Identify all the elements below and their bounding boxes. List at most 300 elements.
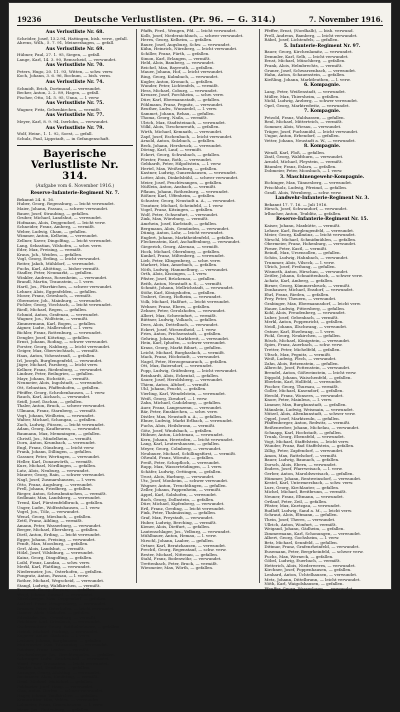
casualty-entry: Uhl, Johann, Feucht, — gefallen.	[140, 386, 207, 392]
column-2	[141, 29, 261, 583]
casualty-entry: Ungar, Anton, Erbendorf, — gefallen.	[264, 133, 340, 139]
casualty-entry: Reith, Anton, Neustadt a. S., — vermißt.	[140, 280, 223, 286]
casualty-entry: Albrecht, Josef, Pottenstein, — verwundet.	[264, 365, 351, 371]
casualty-entry: Maier, Johann, Passau, — schwer verwundet.	[17, 205, 109, 211]
casualty-entry: Hager, Johann, Taufkirchen, — gefallen.	[17, 692, 99, 698]
casualty-entry: Bekannt 24. 6. 16.	[17, 196, 55, 202]
casualty-entry: Wolf, Heinr., 1. 1. 92, Soest, — gefall.	[17, 131, 93, 137]
casualty-entry: Hock, Michael, Obernburg, — gefallen.	[140, 248, 221, 254]
casualty-entry: Lautenschlager, Jos., Velburg, — verwundet.	[140, 528, 231, 534]
unit-heading: 7. Kompagnie.	[303, 109, 341, 115]
casualty-entry: Reindl, Max, Ursensollen, — gefallen.	[264, 250, 341, 256]
casualty-entry: Hofmann, Alois, Deggendorf, — leicht verw.	[17, 219, 106, 225]
casualty-entry: Kirchner, Josef, Poppenhausen, — gefallen.	[264, 567, 352, 573]
casualty-entry: Schnapp, Karl, Hochstadt, — gefallen.	[264, 429, 342, 435]
casualty-entry: Maurer, Georg, Rain, — schwer verwundet.	[17, 472, 106, 478]
casualty-entry: Zach, Ludwig, Füssen, — leicht verwundet.	[17, 421, 105, 427]
unit-heading: Aus Verlustliste Nr. 68.	[45, 30, 104, 35]
casualty-entry: Wagner, Jos., Wolfstein, — vermißt.	[17, 316, 89, 322]
casualty-entry: Gebhardt, Peter, Hilpoltstein, — l. verw.	[140, 161, 222, 167]
casualty-entry: Mayr, Johann, Eichstätt, — vermißt.	[17, 375, 90, 381]
casualty-entry: Berger, Michael, Ebersberg, — gefallen.	[17, 527, 99, 533]
casualty-entry: Preiß, Peter, Schopfloch, — verwundet.	[140, 459, 221, 465]
casualty-entry: Donhauser, Michael, Ensdorf, — verwundet.	[264, 287, 354, 293]
casualty-entry: Kestel, Karl, Untermerzbach, — schw. verw.	[264, 480, 354, 486]
casualty-entry: Eichinger, Max, Tännesberg, — verwundet.	[264, 180, 353, 186]
casualty-entry: Wenzl, Georg, Miesbach, — gefallen.	[17, 513, 92, 519]
casualty-entry: Eusemann, Peter, Bergrheinfeld, — schwer verw.	[264, 549, 364, 555]
casualty-entry: Gruber, Michael, Landshut, — verwundet.	[17, 215, 103, 221]
casualty-entry: Lindner, Peter, Beilngries, — gefallen.	[17, 371, 94, 377]
casualty-entry: Glas, Anton, Dorfen, — schwer verwundet.	[17, 688, 104, 694]
unit-heading: Reserve-Infanterie-Regiment Nr. 15.	[276, 217, 369, 223]
casualty-entry: Gassner, Peter, Wertingen, — verwundet.	[17, 453, 101, 459]
casualty-entry: Anzinger, Georg, Altötting, — verwundet.	[17, 669, 101, 675]
casualty-entry: Demmler, Karl, Selb, — leicht verwundet.	[264, 53, 349, 59]
casualty-entry: Ullmann, Franz, Starnberg, — vermißt.	[17, 408, 97, 414]
casualty-entry: Gerl, Alois, Landshut, — vermißt.	[17, 545, 85, 551]
casualty-entry: Rößner, Karl, Uffenheim, — gefallen.	[140, 193, 216, 199]
casualty-entry: Kohl, Alois, Freudenberg, — verwundet.	[264, 310, 346, 316]
casualty-entry: Wunder, Peter, Lichtenfels, — vermißt.	[140, 83, 220, 89]
casualty-entry: Bach, Georg, Dollnstein, — gefallen.	[140, 496, 215, 502]
casualty-entry: Danner, Alois, Vilshofen, — gefallen.	[17, 610, 91, 616]
casualty-entry: Pongratz, Anton, Passau, — l. verw.	[17, 573, 89, 579]
casualty-entry: Schmid, Anton, Grafenau, — verwundet.	[17, 311, 99, 317]
casualty-entry: Amon, Max, Rattelsdorf, — vermißt.	[264, 452, 338, 458]
casualty-entry: Nöth, Karl, Waigolshausen, — gefallen.	[264, 581, 344, 587]
casualty-entry: Pickl, Georg, Neukirchen, — gefallen.	[264, 333, 341, 339]
casualty-entry: Hein, Karl, Iphofen, — schwer verwundet.	[140, 340, 227, 346]
casualty-entry: Lohmeier, Franz, Geisenhausen, — l. verw.	[17, 702, 104, 708]
casualty-entry: Aigner, Ludw., Mallersdorf, — l. verw.	[17, 325, 94, 331]
casualty-entry: Ott, Sebastian, Pfaffenhofen, — gefallen.	[17, 385, 100, 391]
casualty-entry: Fink, Peter, Thalmässing, — gefallen.	[140, 510, 217, 516]
column-1-bottom-list	[17, 191, 133, 712]
casualty-entry: Betz, Michael, Sennfeld, — gefallen.	[264, 539, 339, 545]
casualty-entry: Obermeier, Joh., Mainburg, — verwundet.	[17, 297, 103, 303]
casualty-entry: Leicht, Michael, Burghaslach, — vermißt.	[140, 349, 226, 355]
casualty-entry: Brandl, Martin, Traunstein, — l. verw.	[17, 279, 94, 285]
casualty-entry: Trost, Alois, Harburg, — verwundet.	[140, 473, 215, 479]
casualty-entry: Reichenberger, Jos., Berchtesgaden, — gefallen.	[17, 651, 115, 657]
casualty-entry: Unger, Ludw., Wolfratshausen, — l. verw.	[17, 504, 101, 510]
casualty-entry: Zeitler, Johann, Schnaittenbach, — schwer verw.	[264, 273, 363, 279]
casualty-entry: Pflaum, Johann, Rothenburg, — verwundet.	[140, 188, 229, 194]
casualty-entry: Gruner, Josef, Schwarzenbach, — verwundet.	[264, 67, 357, 73]
casualty-entry: Zahn, Michael, Cadolzburg, — gefallen.	[140, 400, 222, 406]
casualty-entry: Ahrens, Wilh., 5. 7. 91, Meinerzhagen, — gefall.	[17, 40, 115, 46]
casualty-entry: Kagerer, Anton, Simbach, — l. verw.	[17, 633, 91, 639]
casualty-entry: Bachmeier, Alois, Neuötting, — vermißt.	[17, 674, 99, 680]
casualty-entry: Distler, Max, Neustadt a. A., — gefallen.	[140, 413, 223, 419]
casualty-entry: Kellner, Franz, Riedenburg, — verwundet.	[17, 366, 103, 372]
casualty-entry: Bauer, Georg, Kirchenlamitz, — verwundet.	[264, 49, 353, 55]
casualty-entry: Prechtl, Georg, Regenstauf, — schw. verw.	[140, 547, 227, 553]
casualty-entry: Mittermeier, Max, Tittmoning, — verwundet.	[17, 642, 109, 648]
casualty-entry: Rother, Michael, Wegscheid, — verwundet.	[17, 578, 105, 583]
casualty-entry: Thoma, Georg, Naila, — vermißt.	[140, 115, 208, 121]
casualty-entry: Zahn, Alois, Betzenstein, — gefallen.	[264, 360, 339, 366]
casualty-entry: Dobmeier, Peter, Moosbach, — l. verw.	[264, 168, 343, 174]
casualty-entry: Arnold, Michael, Pleystein, — vermißt.	[264, 159, 343, 165]
casualty-entry: Beck, Johann, Hersbruck, — verwundet.	[140, 142, 223, 148]
casualty-entry: Pöhlmann, Franz, Pegnitz, — verwundet.	[140, 101, 224, 107]
casualty-entry: Fuchs, Alois, Heilsbronn, — vermißt.	[140, 423, 216, 429]
casualty-entry: Dees, Alois, Dettelbach, — verwundet.	[140, 322, 219, 327]
casualty-entry: Hümmer, Johann, Rentweinsdorf, — verwundet.	[264, 475, 362, 481]
casualty-entry: Engl, Franz, Günzburg, — leicht verw.	[17, 444, 95, 450]
casualty-entry: Kühn, Heinrich, Nürnberg, — leicht verwundet.	[140, 46, 238, 52]
section-subheading: (Aufgabe vom 6. November 1916.)	[35, 184, 115, 190]
casualty-entry: Edenhofer, Jos., Ortenburg, — vermißt.	[17, 614, 97, 620]
casualty-entry: Sauer, Josef, Heroldsberg, — verwundet.	[140, 377, 224, 383]
casualty-entry: Fuchs, Max, Werneck, — gefallen.	[264, 553, 334, 559]
casualty-entry: Vierling, Karl, Wendelstein, — verwundet.	[140, 390, 226, 396]
casualty-entry: Gehring, Johann, Marktbreit, — verwundet.	[140, 335, 230, 341]
casualty-entry: Merkl, Anton, Poppenricht, — gefallen.	[264, 319, 344, 325]
casualty-entry: Dümig, Anton, Lohr, — leicht verwundet.	[140, 230, 224, 236]
casualty-entry: Zapf, Josef, Eschenbach, — leicht verwundet.	[140, 133, 233, 139]
casualty-entry: Reiter, Jakob, Mühldorf, — verwundet.	[17, 261, 96, 267]
casualty-entry: Fischer, Georg, Thurnau, — vermißt.	[264, 383, 339, 389]
casualty-entry: Dittmar, Franz, Grafenrheinfeld, — verwundet.	[264, 544, 360, 550]
casualty-entry: Fendt, Max, Moosburg, — gefallen.	[17, 541, 89, 547]
casualty-entry: Michel, Michael, Breitbrunn, — vermißt.	[264, 489, 347, 495]
casualty-entry: Gerber, Anton, Maroldsweisach, — gefallen.	[264, 470, 354, 476]
casualty-entry: Thaler, Anton, Bruck, — schwer verwundet.	[17, 403, 106, 409]
casualty-entry: Schulz, Paul, Lippstadt, — in Gefangenschaft.	[17, 135, 110, 141]
casualty-entry: Wehner, Franz, Ebern, — gefallen.	[140, 303, 211, 309]
casualty-entry: Weiß, Ludwig, Plech, — verwundet.	[264, 356, 337, 362]
casualty-entry: Pfaffenberger, Anton, Redwitz, — vermißt.	[264, 420, 351, 426]
casualty-entry: Vogl, Georg, Erding, — leicht verwundet.	[17, 256, 101, 262]
casualty-entry: Kurz, Michael, Nördlingen, — gefallen.	[17, 463, 97, 469]
casualty-entry: Rudloff, Ludwig, Sand a. M., — leicht verw.	[264, 507, 353, 513]
casualty-entry: Goller, Michael, Kasendorf, — gefallen.	[264, 388, 344, 394]
casualty-entry: Räbel, Josef, Lichtenfels, — gefallen.	[264, 37, 339, 43]
casualty-entry: Lotter, Alois, Dinkelsbühl, — schwer verwundet.	[140, 175, 239, 180]
casualty-entry: Obermeier, Franz, Hohenburg, — verwundet.	[264, 241, 357, 247]
casualty-entry: Kolb, Josef, Niederaichbach, — schwer verwundet.	[140, 32, 244, 38]
casualty-entry: Kainz, Georg, Dingolfing, — gefallen.	[17, 555, 93, 561]
casualty-entry: Trunk, Georg, Ebensfeld, — verwundet.	[264, 434, 345, 440]
casualty-entry: Fuchs, Karl, Altötting, — bisher vermißt.	[17, 265, 100, 271]
casualty-entry: Neidl, Johann, Illschwang, — verwundet.	[264, 323, 348, 329]
casualty-entry: Wimmer, Anton, Kelheim, — verwundet.	[17, 233, 99, 239]
casualty-entry: Kaiser, Johann, Maxhütte, — vermißt.	[264, 222, 341, 228]
casualty-entry: Prell, Johann, Friedberg, — gefallen.	[17, 486, 92, 492]
casualty-entry: Kiener, Alois, Dietfurt, — gefallen.	[140, 524, 211, 530]
casualty-entry: Kugler, Anton, Kronach, — gefallen.	[140, 78, 214, 84]
casualty-entry: Lange, Karl, 14. 3. 90, Remscheid, — verwundet.	[17, 56, 117, 62]
casualty-entry: Dippold, Johann, Waischenfeld, — gefallen.	[264, 374, 352, 380]
casualty-entry: Egger, Johann, Freising, — verwundet.	[17, 536, 96, 542]
casualty-entry: Neuner, Franz, Eltmann, — verwundet.	[264, 493, 344, 499]
casualty-entry: Endres, Josef, Pfarrweisach, — l. verw.	[264, 466, 343, 472]
casualty-entry: Nüßlein, Anton, Ansbach, — vermißt.	[140, 184, 217, 190]
casualty-entry: Moser, Franz, Griesbach, — vermißt.	[17, 293, 92, 299]
casualty-entry: Vogt, Johann, Weilheim, — verwundet.	[17, 412, 95, 418]
casualty-entry: Sedlmair, Max, Landsberg, — verwundet.	[17, 495, 102, 501]
casualty-entry: Volk, Michael, Haßfurt, — leicht verwundet.	[140, 299, 231, 305]
page-number: 19236	[17, 14, 42, 24]
casualty-entry: Hahn, Anton, Schauenstein, — gefallen.	[264, 72, 346, 78]
casualty-entry: Pfister, Max, Knetzgau, — verwundet.	[264, 503, 341, 509]
casualty-entry: Albert, Georg, Gochsheim, — l. verw.	[264, 535, 340, 541]
casualty-entry: Niedermeier, Jos., Osterhofen, — gefallen.	[17, 568, 103, 574]
unit-heading: Aus Verlustliste Nr. 75.	[45, 101, 104, 107]
casualty-entry: Ullrich, Anton, Wonfurt, — vermißt.	[264, 521, 337, 527]
casualty-entry: Herold, Franz, Wonsees, — verwundet.	[264, 392, 344, 398]
casualty-entry: Schmidt, Erich, Dortmund, — verwundet.	[17, 85, 102, 91]
casualty-entry: Haas, Anton, Vohenstrauß, — gefallen.	[17, 352, 96, 358]
casualty-entry: Rösch, Michael, Königstein, — verwundet.	[264, 337, 351, 343]
casualty-entry: Treml, Karl, Fürstenfeldbruck, — gefallen.	[17, 499, 104, 505]
casualty-entry: Kunkel, Franz, Miltenberg, — verwundet.	[140, 253, 225, 259]
casualty-entry: Ertl, Franz, Greding, — leicht verwundet.	[140, 505, 226, 511]
casualty-entry: Reißenweber, Johann, Michelau, — verwundet.	[264, 425, 360, 431]
casualty-entry: Birner, Georg, Kümmersbruck, — vermißt.	[264, 282, 351, 288]
casualty-entry: Spies, Franz, Auerbach, — schw. verw.	[264, 342, 343, 348]
casualty-entry: Ott, Max, Baiersdorf, — verwundet.	[140, 363, 213, 369]
casualty-entry: Neubauer, Michael, Schillingsfürst, — vermißt.	[140, 450, 237, 456]
casualty-entry: Zettl, Franz, Aibling, — vermißt.	[17, 518, 83, 524]
casualty-entry: Ziegler, Karl, Trostberg, — gefallen.	[17, 665, 91, 671]
casualty-entry: Mühlbauer, Anton, Hemau, — l. verw.	[140, 533, 217, 539]
casualty-entry: Irl, Joseph, Burglengenfeld, — verwundet.	[17, 357, 103, 363]
casualty-entry: Hauer, Ludwig, Pittersberg, — gefallen.	[264, 305, 346, 311]
casualty-entry: Schmitt, Johann, Mellrichstadt, — verwundet.	[140, 285, 234, 291]
casualty-entry: Kießling, Johann, Marktleuthen, — l. verw.	[264, 76, 351, 82]
casualty-entry: Reinhardt, Alois, Eckental, — gefallen.	[140, 372, 220, 378]
casualty-entry: Träger, Josef, Fuchsmühl, — leicht verwundet.	[264, 128, 359, 134]
casualty-entry: Zehner, Peter, Gerolzhofen, — verwundet.	[140, 308, 226, 314]
casualty-entry: Frank, Johann, Dillingen, — gefallen.	[17, 449, 93, 455]
casualty-entry: Stangl, Ludwig, Waldkirchen, — vermißt.	[17, 582, 101, 588]
casualty-entry: Ring, Georg, Kulmbach, — verwundet.	[140, 73, 219, 79]
casualty-entry: Zimmermann, Karl, Bogen, — gefallen.	[17, 320, 97, 326]
unit-heading: 5. Infanterie-Regiment Nr. 97.	[283, 43, 361, 49]
casualty-entry: Dengler, Josef, Kötzting, — gefallen.	[17, 334, 91, 340]
casualty-entry: Büttner, Ludwig, Volkach, — gefallen.	[140, 317, 218, 323]
page-header	[17, 13, 383, 26]
casualty-entry: Arnold, Anton, Sulzbach, — gefallen.	[140, 138, 216, 144]
casualty-entry: Lechner, Johann, Burghausen, — gefallen.	[17, 637, 103, 643]
casualty-entry: Maier, Jos., Rottenburg, — gefallen.	[17, 706, 90, 712]
page-title: Deutsche Verlustlisten. (Pr. 96. — G. 314.)	[74, 14, 277, 24]
casualty-entry: Lehner, Alois, Eggenfelden, — gefallen.	[17, 288, 98, 294]
casualty-entry: Pointner, Franz, Laufen, — vermißt.	[17, 646, 90, 652]
casualty-entry: Jäger, Michael, Parsberg, — leicht verw.	[17, 362, 99, 368]
casualty-entry: Trautner, Michael, Scheinfeld, — l. verw.	[140, 202, 224, 208]
casualty-entry: Hübner, Anton, Lichtenau, — verwundet.	[140, 432, 224, 438]
column-3	[264, 28, 383, 591]
casualty-entry: Ernst, Michael, Münchberg, — gefallen.	[264, 58, 346, 64]
casualty-entry: Wolf, Peter, Ochsenfurt, — verwundet.	[140, 211, 219, 217]
casualty-entry: Heller, Karl, Donauwörth, — vermißt.	[17, 458, 93, 464]
casualty-entry: Oppel, Josef, Marktzeuln, — gefallen.	[264, 415, 340, 421]
casualty-entry: Zillig, Peter, Zapfendorf, — verwundet.	[264, 448, 344, 453]
casualty-entry: Pfister, Josef, Brückenau, — gefallen.	[140, 276, 216, 282]
casualty-entry: Ulrich, Josef, Freihung, — gefallen.	[264, 264, 336, 270]
casualty-entry: Knorr, Peter, Mainleus, — l. verw.	[264, 397, 333, 403]
casualty-entry: Tremmel, Georg, Freyung, — gefallen.	[17, 587, 96, 593]
casualty-entry: Simon, Karl, Erlangen, — vermißt.	[140, 55, 211, 61]
casualty-entry: Rauch, Karl, Aichach, — verwundet.	[17, 394, 91, 400]
casualty-entry: Tretter, Peter, Michelfeld, — gefallen.	[264, 346, 341, 352]
unit-heading: 3. Maschinengewehr-Kompagnie.	[280, 174, 365, 180]
casualty-entry: Dürr, Karl, Ebermannstadt, — gefallen.	[140, 96, 221, 102]
casualty-entry: Loibl, Franz, Landau, — schw. verw.	[17, 559, 91, 565]
casualty-entry: Pfeiffer, Georg, Schrobenhausen, — l. verw.	[17, 389, 106, 395]
casualty-entry: Wirth, Michael, Kemnath, — verwundet.	[140, 129, 223, 135]
unit-heading: Landwehr-Infanterie-Regiment Nr. 3.	[275, 196, 370, 202]
casualty-entry: Pfeuffer, Georg, Wasserlosen, — verwundet.	[264, 585, 354, 591]
issue-date: 7. November 1916.	[308, 14, 383, 24]
casualty-entry: Vetter, Johann, Neustadt a. W., — verwundet.	[264, 137, 356, 143]
casualty-entry: Bichler, Franz, Rottenburg, — verwundet.	[17, 329, 102, 335]
casualty-entry: Grabinger, Max, Ebermannsdorf, — leicht verw.	[264, 301, 362, 306]
casualty-entry: Gschwendtner, Georg, Rotthalmünster, — gefallen.	[17, 623, 121, 629]
casualty-entry: Stahl, Franz, Bodenwöhr, — verwundet.	[140, 556, 222, 562]
casualty-entry: Schneider, Franz, Amberg, — vermißt.	[17, 224, 96, 230]
casualty-entry: Irlbacher, Anton, Teublitz, — gefallen.	[264, 210, 342, 216]
casualty-entry: Weigl, Johann, Zwiesel, — verwundet.	[17, 591, 94, 597]
casualty-entry: Otto, Franz, Augsburg, — verwundet.	[17, 481, 94, 487]
casualty-entry: Götz, Josef, Windsbach, — gefallen.	[140, 427, 213, 433]
unit-heading: 6. Kompagnie.	[303, 83, 341, 89]
casualty-entry: Eberlein, Karl, Hollfeld, — verwundet.	[264, 379, 343, 385]
casualty-entry: Nagl, Josef, Zusmarshausen, — l. verw.	[17, 476, 97, 482]
casualty-entry: Utz, Josef, Monheim, — schwer verwundet.	[140, 478, 229, 484]
casualty-entry: Achatz, Karl, Amberg, — gefallen.	[264, 278, 334, 284]
casualty-entry: Vogel, Jos., Tölz, — verwundet.	[17, 509, 80, 515]
casualty-entry: Brunner, Peter, Osterhofen, — leicht verwundet.	[17, 605, 115, 611]
casualty-entry: Lang, Karl, Leutershausen, — gefallen.	[140, 441, 220, 447]
casualty-entry: Kraus, Joh., Weiden, — gefallen.	[17, 251, 83, 257]
casualty-entry: Pfeffer, Ernst, (Nordhalb), — bish. verwund.	[264, 28, 354, 33]
casualty-entry: Zink, Max, Würzburg, — vermißt.	[140, 216, 209, 222]
casualty-entry: Feldmeier, Josef, Haag, — verwundet.	[17, 683, 94, 689]
casualty-entry: Lutz, Alois, Neuburg, — verwundet.	[17, 467, 90, 473]
casualty-entry: Dorsch, Alois, Ebern, — verwundet.	[264, 461, 337, 467]
casualty-entry: Pichler, Georg, Viechtach, — leicht verwundet.	[17, 302, 112, 308]
casualty-entry: Lurz, Georg, Kirchlauter, — gefallen.	[264, 484, 340, 490]
casualty-entry: Petzold, Franz, Waldsassen, — gefallen.	[264, 114, 345, 120]
casualty-entry: Meyer, Georg, Colmberg, — verwundet.	[140, 446, 222, 452]
casualty-entry: Seidl, Josef, Dachau, — gefallen.	[17, 398, 83, 404]
casualty-entry: Held, Alois, Bamberg, — verwundet.	[140, 60, 215, 66]
casualty-entry: Nützel, Alois, Altenkunstadt, — schwer verw.	[264, 411, 356, 417]
casualty-entry: Förster, Franz, Roth, — verwundet.	[140, 156, 213, 162]
section-heading: Bayerische Verlustliste Nr. 314.	[17, 145, 133, 182]
casualty-entry: Kastner, Ludwig, Gunzenhausen, — verwundet.	[140, 170, 237, 176]
casualty-entry: Albert, Max, Schweinfurt, — vermißt.	[140, 312, 217, 318]
casualty-entry: Prell, Andreas, Bamberg, — leicht verwundet.	[264, 32, 358, 38]
unit-heading: Aus Verlustliste Nr. 69.	[45, 46, 104, 52]
casualty-entry: Ebner, Ludwig, Markt Erlbach, — verwundet.	[140, 418, 234, 424]
casualty-entry: Bauer, Josef, Straubing, — gefallen.	[17, 210, 90, 216]
casualty-entry: Schwaiger, Ludw., Reichenhall, — verwundet.	[17, 656, 110, 662]
casualty-entry: Ascherl, Franz, Hengersberg, — verwundet.	[17, 600, 107, 606]
casualty-entry: Brendel, Anton, Gößweinstein, — leicht verw.	[264, 369, 357, 375]
casualty-entry: Amrhein, Josef, Karlstadt, — gefallen.	[140, 220, 218, 226]
casualty-entry: Wismeth, Anton, Hirschau, — verwundet.	[264, 268, 349, 274]
casualty-entry: Trabert, Georg, Hofheim, — verwundet.	[140, 294, 222, 300]
casualty-entry: Nirschl, Michael, Schmidmühlen, — gefallen.	[264, 236, 357, 242]
casualty-entry: Mack, Franz, Höchstadt, — verwundet.	[140, 354, 221, 360]
casualty-entry: Schröder, Josef, 13.2.94, Hattingen, bish. verw., gefall.	[17, 35, 128, 41]
casualty-entry: Neumeier, Alois, Ingolstadt, — verwundet.	[17, 380, 104, 386]
casualty-entry: Rieger, Anton, Schwabmünchen, — vermißt.	[17, 490, 107, 496]
casualty-entry: Trummer, Alois, Vilseck, — l. verw.	[264, 259, 335, 265]
casualty-entry: Zellner, Xaver, Dingolfing, — leicht verwundet.	[17, 238, 113, 244]
casualty-entry: Vogel, Franz, Kitzingen, — gefallen.	[140, 207, 214, 213]
casualty-entry: Hess, Michael, Coburg, — verwundet.	[140, 87, 218, 93]
casualty-entry: Stöhr, Karl, Königshofen, — gefallen.	[140, 289, 216, 295]
casualty-entry: Fischer, Otto, 14. 5. 95, Unna, — l. verw.	[17, 94, 100, 100]
casualty-entry: Winkler, Andreas, Rosenheim, — verwundet.	[17, 274, 108, 280]
casualty-entry: Englert, Johann, Marktheidenfeld, — gefallen.	[140, 234, 235, 240]
casualty-entry: Zeller, Johann, Pappenheim, — vermißt.	[140, 487, 222, 493]
casualty-entry: Reichel, Max, Bayreuth, — gefallen.	[140, 64, 214, 70]
casualty-entry: Nirschl, Johann, Laaber, — gefallen.	[140, 537, 214, 543]
casualty-entry: Herrn, Georg, Kelheim, — gefallen.	[140, 37, 213, 43]
casualty-entry: Kern, Johann, Herrieden, — leicht verwundet.	[140, 436, 234, 442]
casualty-entry: Eckert, Georg, Schwabach, — gefallen.	[140, 152, 221, 158]
casualty-entry: Luber, Josef, Gebenbach, — vermißt.	[264, 314, 339, 320]
casualty-entry: Döring, Karl, Lauf, — vermißt.	[140, 147, 203, 153]
casualty-entry: Ehrl, Franz, Rieden, — gefallen.	[264, 291, 330, 297]
casualty-entry: Riedl, Michael, Regen, — gefallen.	[17, 306, 88, 312]
casualty-entry: Wagner, Anton, Treuchtlingen, — gefallen.	[140, 482, 227, 488]
casualty-entry: Bergmann, Alois, Gemünden, — verwundet.	[140, 225, 230, 231]
casualty-entry: Rester, Michael, Nittenau, — gefallen.	[140, 551, 219, 557]
casualty-entry: Schäfer, Ludwig, Oettingen, — gefallen.	[140, 469, 222, 474]
casualty-entry: Eckert, Josef, Wiesentheid, — l. verw.	[140, 326, 217, 332]
columns	[17, 28, 383, 712]
casualty-entry: Völkl, Alois, Tirschenreuth, — gefallen.	[140, 124, 220, 130]
casualty-entry: Reuther, Ludw., Wunsiedel, — l. verw.	[140, 106, 218, 112]
casualty-entry: Feichtner, Karl, Griesbach, — verwundet.	[17, 619, 101, 625]
casualty-entry: Dorn, Anton, Krumbach, — verwundet.	[17, 440, 97, 446]
casualty-entry: Huber, Georg, Regensburg, — leicht verwundet.	[17, 201, 115, 207]
casualty-entry: Kronawitter, Max, Velden, — verwundet.	[17, 697, 100, 703]
casualty-entry: Vogt, Michael, Staffelstein, — leicht verw.	[264, 438, 350, 444]
casualty-entry: Lang, Sebastian, Vilshofen, — schw. verw.	[17, 242, 102, 248]
casualty-entry: Weigand, Johann, Gädheim, — gefallen.	[264, 526, 345, 532]
casualty-entry: Meier, Josef, Feuchtwangen, — gefallen.	[140, 179, 223, 185]
casualty-entry: Hartl, Jos., Pfarrkirchen, — schwer verwundet.	[17, 284, 113, 289]
casualty-entry: Appel, Karl, Solnhofen, — verwundet.	[140, 491, 218, 497]
casualty-entry: Reul, Michael, Mitterteich, — vermißt.	[264, 119, 343, 125]
unit-heading: 8. Kompagnie.	[303, 144, 341, 150]
casualty-entry: Ulrich, Max, Stadtsteinach, — verwundet.	[140, 119, 226, 125]
casualty-entry: Kraus, Georg, Markt Bibart, — gefallen.	[140, 344, 222, 350]
casualty-entry: Eder, Max, Freising, — vermißt.	[17, 247, 82, 253]
casualty-entry: Metz, Johann, Dittelbrunn, — leicht verwundet.	[264, 576, 361, 582]
casualty-entry: Kreuzer, Josef, Forchheim, — schw. verw.	[140, 92, 224, 98]
casualty-entry: Weber, Ludwig, Cham, — gefallen.	[17, 228, 87, 234]
casualty-entry: Christl, Jos., Mindelheim, — vermißt.	[17, 435, 93, 441]
casualty-entry: Wendl, Karl, Floß, — gefallen.	[264, 149, 326, 155]
casualty-entry: Männlein, Ludwig, Weismain, — verwundet.	[264, 406, 354, 412]
column-1-top-list	[17, 30, 133, 141]
casualty-entry: Hetterich, Alois, Niederwerrn, — verwundet.	[264, 562, 356, 568]
casualty-entry: Schiller, Franz, Fürth, — gefallen.	[140, 50, 210, 56]
casualty-entry: Lenhard, Anton, Üchtelhausen, — verwundet.	[264, 572, 358, 578]
